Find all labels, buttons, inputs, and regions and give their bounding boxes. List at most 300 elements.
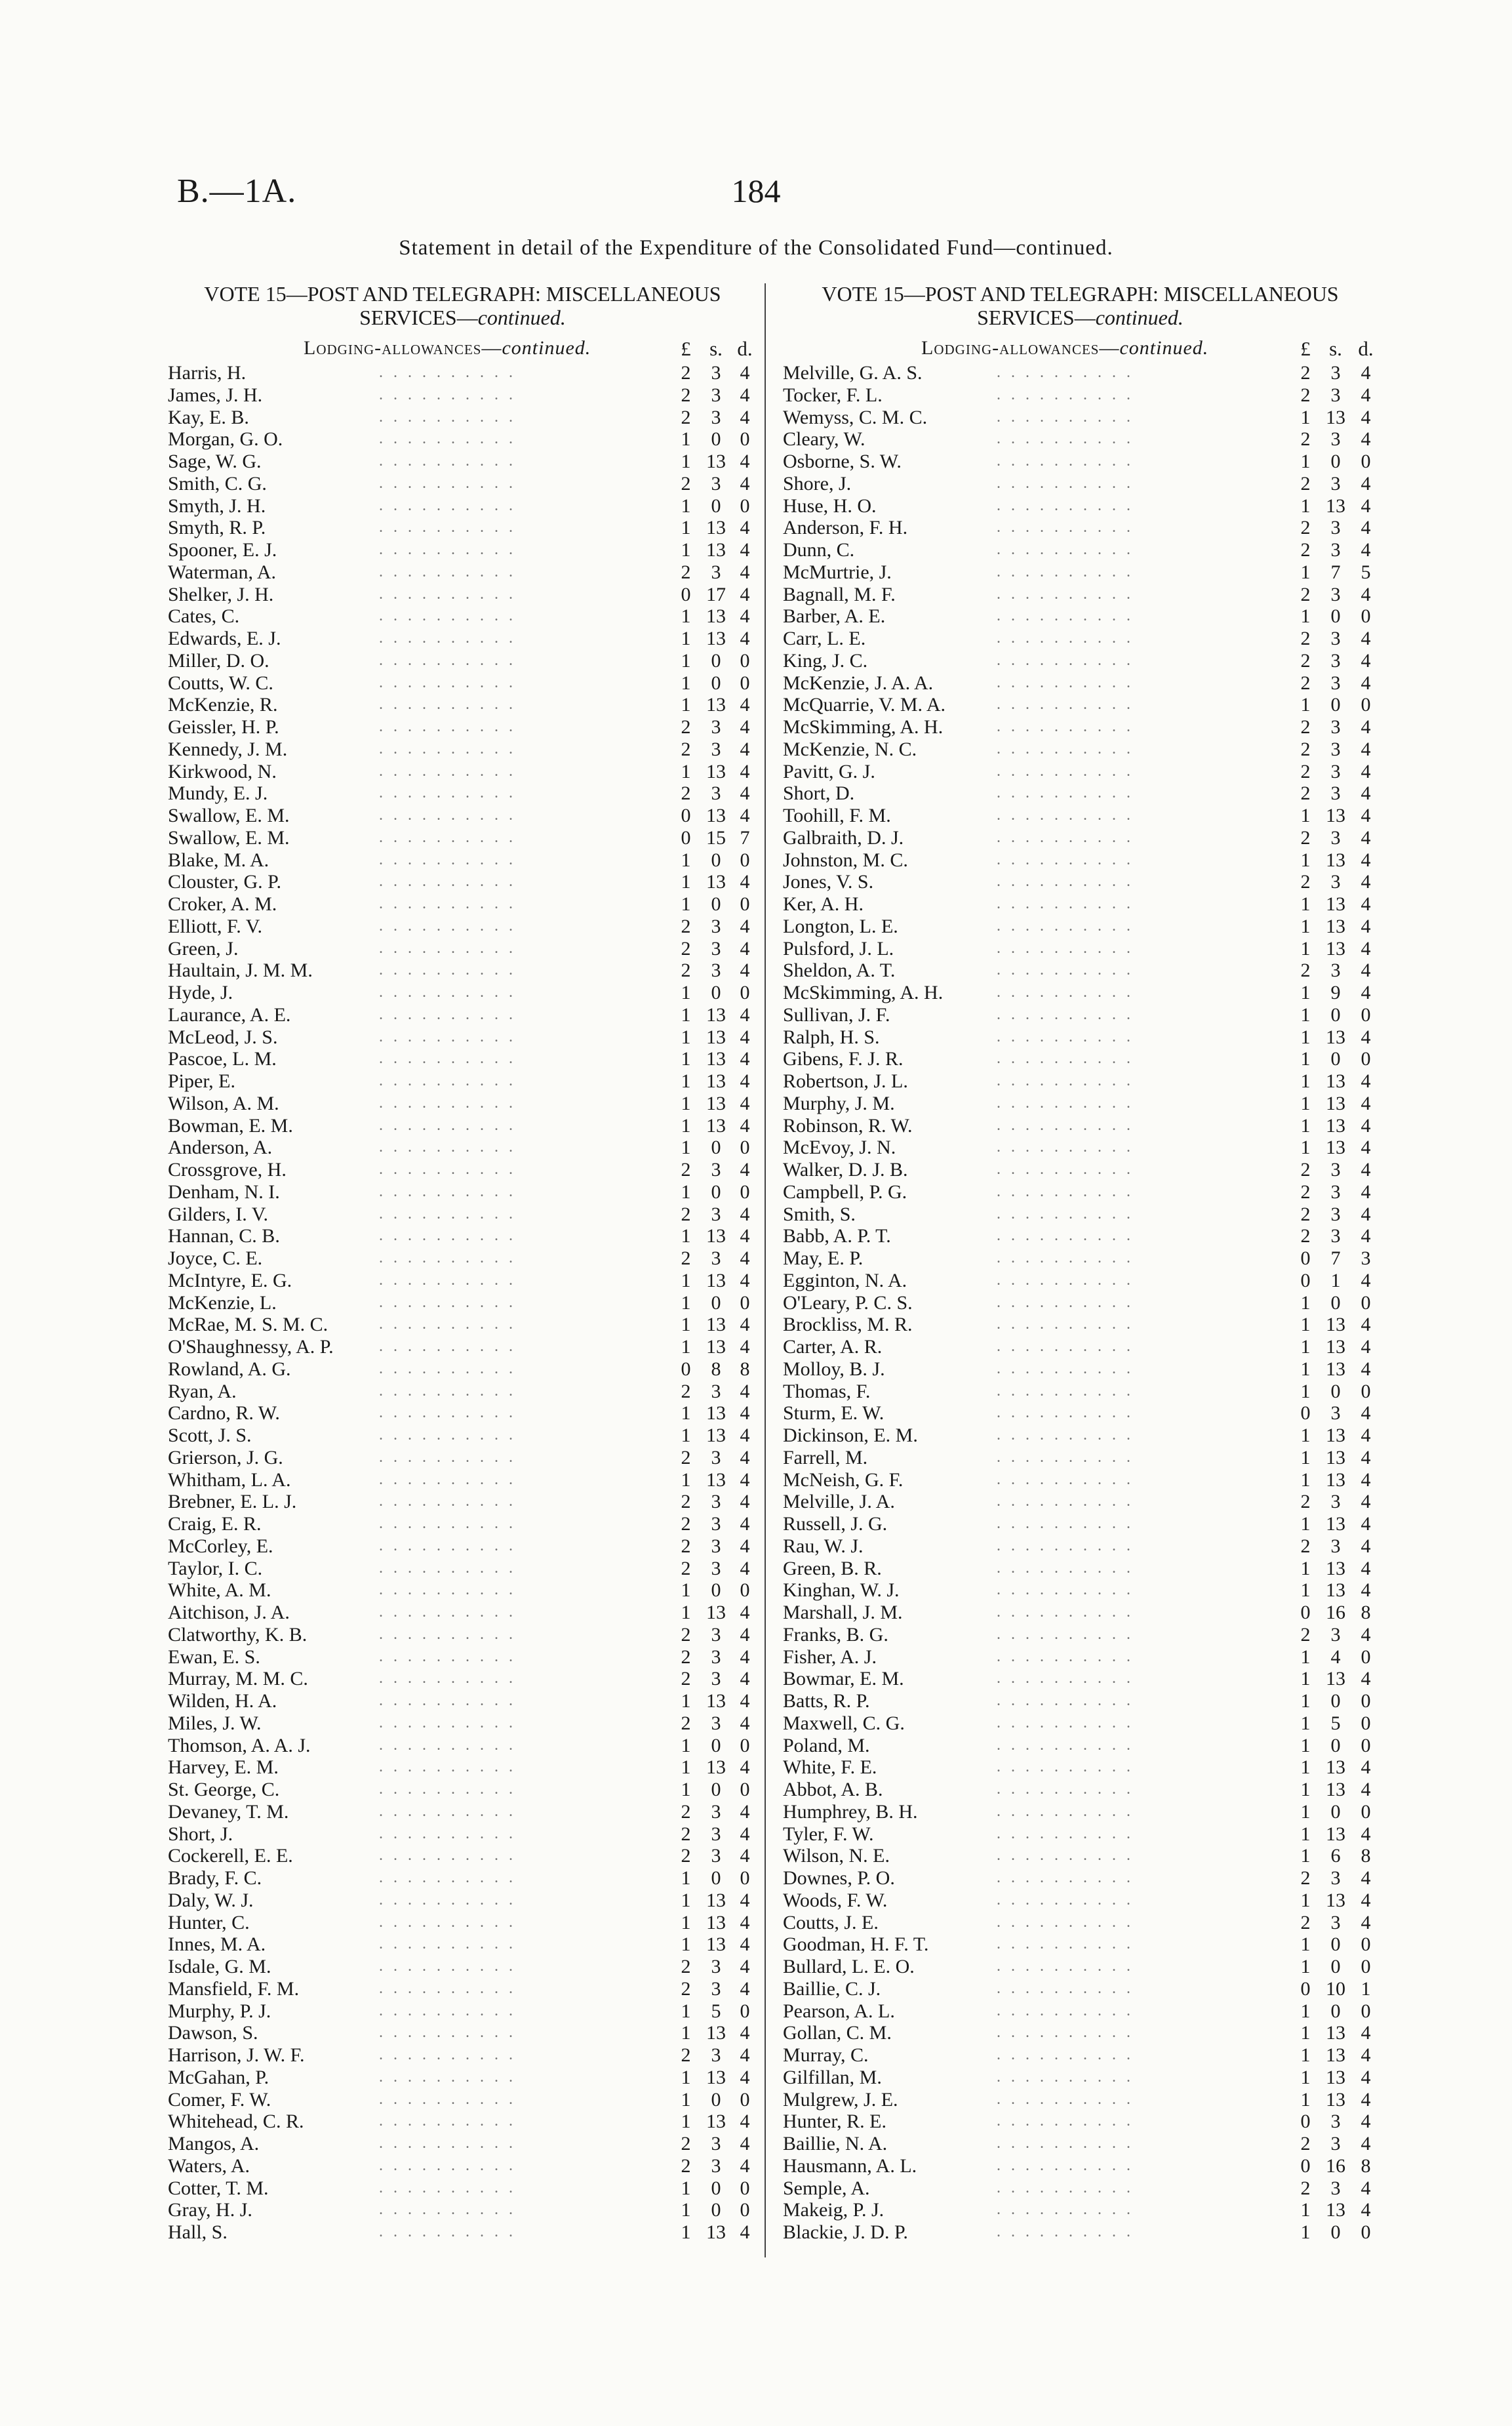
pence-value: 4 xyxy=(1361,915,1371,937)
pounds-value: 2 xyxy=(681,1513,691,1535)
shillings-value: 13 xyxy=(706,605,726,628)
payee-name: Whitehead, C. R. xyxy=(168,2111,304,2133)
payee-name: Waters, A. xyxy=(168,2154,250,2177)
leader-dots: .......... xyxy=(379,430,523,448)
shillings-value: 0 xyxy=(711,672,721,694)
pounds-value: 2 xyxy=(1300,628,1311,649)
table-row xyxy=(156,782,769,805)
table-row xyxy=(774,1048,1387,1070)
payee-name: Mangos, A. xyxy=(168,2133,260,2154)
pounds-value: 2 xyxy=(1300,1225,1311,1247)
shillings-value: 13 xyxy=(706,2022,726,2044)
pence-value: 8 xyxy=(1361,2154,1371,2177)
payee-name: Harrison, J. W. F. xyxy=(168,2044,305,2066)
table-row xyxy=(774,495,1387,517)
pounds-value: 2 xyxy=(1300,672,1311,694)
leader-dots: .......... xyxy=(379,386,523,403)
shillings-value: 13 xyxy=(706,1336,726,1358)
shillings-value: 3 xyxy=(1330,649,1341,672)
shillings-value: 13 xyxy=(1326,495,1345,517)
payee-name: Taylor, I. C. xyxy=(168,1557,263,1579)
shillings-value: 0 xyxy=(1330,1933,1341,1956)
pence-value: 4 xyxy=(740,1491,750,1513)
table-row xyxy=(774,1602,1387,1624)
leader-dots: .......... xyxy=(997,585,1141,603)
shillings-value: 3 xyxy=(711,1159,721,1181)
shillings-value: 15 xyxy=(706,826,726,849)
table-row xyxy=(156,2022,769,2044)
pounds-value: 1 xyxy=(1300,2199,1311,2221)
pence-value: 4 xyxy=(740,1889,750,1911)
table-row xyxy=(156,362,769,384)
leader-dots: .......... xyxy=(997,496,1141,514)
shillings-value: 3 xyxy=(711,1956,721,1977)
leader-dots: .......... xyxy=(997,1692,1141,1709)
leader-dots: .......... xyxy=(997,1227,1141,1245)
shillings-value: 0 xyxy=(711,1137,721,1159)
pounds-value: 1 xyxy=(681,451,691,472)
shillings-value: 3 xyxy=(711,782,721,805)
shillings-value: 6 xyxy=(1330,1845,1341,1867)
leader-dots: .......... xyxy=(379,1448,523,1466)
shillings-value: 3 xyxy=(1330,1203,1341,1225)
pounds-value: 1 xyxy=(681,1889,691,1911)
table-row xyxy=(156,849,769,872)
table-row xyxy=(156,539,769,561)
payee-name: Pavitt, G. J. xyxy=(783,760,875,782)
payee-name: Molloy, B. J. xyxy=(783,1358,885,1380)
table-row xyxy=(774,473,1387,495)
pounds-value: 1 xyxy=(1300,1845,1311,1867)
payee-name: Elliott, F. V. xyxy=(168,915,263,937)
leader-dots: .......... xyxy=(997,784,1141,802)
pence-value: 0 xyxy=(1361,2221,1371,2243)
leader-dots: .......... xyxy=(997,519,1141,536)
table-row xyxy=(156,2000,769,2023)
payee-name: McKenzie, N. C. xyxy=(783,738,917,760)
table-row xyxy=(774,1690,1387,1712)
table-row xyxy=(774,451,1387,473)
shillings-value: 0 xyxy=(1330,451,1341,472)
payee-name: McQuarrie, V. M. A. xyxy=(783,694,946,716)
table-row xyxy=(774,2089,1387,2111)
pounds-value: 1 xyxy=(681,1269,691,1291)
leader-dots: .......... xyxy=(997,740,1141,758)
pounds-value: 1 xyxy=(681,1336,691,1358)
table-row xyxy=(156,2177,769,2200)
payee-name: Semple, A. xyxy=(783,2177,870,2199)
payee-name: Devaney, T. M. xyxy=(168,1800,289,1823)
pence-value: 0 xyxy=(1361,605,1371,628)
shillings-value: 3 xyxy=(1330,760,1341,782)
pence-value: 4 xyxy=(1361,716,1371,738)
payee-name: Osborne, S. W. xyxy=(783,451,902,472)
shillings-value: 3 xyxy=(1330,1491,1341,1513)
shillings-value: 3 xyxy=(1330,1911,1341,1933)
table-row xyxy=(774,1646,1387,1668)
shillings-value: 13 xyxy=(1326,1336,1345,1358)
payee-name: Shelker, J. H. xyxy=(168,583,274,605)
leader-dots: .......... xyxy=(379,1382,523,1400)
table-row xyxy=(774,849,1387,872)
pence-value: 4 xyxy=(1361,1114,1371,1137)
leader-dots: .......... xyxy=(379,585,523,603)
payee-name: McCorley, E. xyxy=(168,1535,273,1557)
pence-value: 8 xyxy=(1361,1602,1371,1623)
payee-name: Galbraith, D. J. xyxy=(783,826,904,849)
payee-name: Ralph, H. S. xyxy=(783,1026,880,1048)
pence-value: 4 xyxy=(1361,1491,1371,1513)
table-row xyxy=(156,938,769,960)
shillings-value: 3 xyxy=(1330,384,1341,406)
table-row xyxy=(156,1402,769,1425)
pounds-value: 1 xyxy=(681,694,691,716)
pounds-value: 2 xyxy=(681,2044,691,2066)
pounds-value: 0 xyxy=(1300,1247,1311,1269)
pounds-value: 1 xyxy=(681,539,691,561)
shillings-value: 16 xyxy=(1326,2154,1345,2177)
pence-value: 4 xyxy=(740,605,750,628)
pounds-value: 1 xyxy=(681,1779,691,1800)
shillings-value: 0 xyxy=(1330,1734,1341,1756)
leader-dots: .......... xyxy=(997,1382,1141,1400)
shillings-value: 3 xyxy=(1330,716,1341,738)
shillings-value: 13 xyxy=(1326,2088,1345,2111)
shillings-value: 0 xyxy=(711,893,721,915)
shillings-value: 0 xyxy=(711,982,721,1003)
shillings-value: 13 xyxy=(706,1026,726,1048)
leader-dots: .......... xyxy=(379,1891,523,1909)
pounds-value: 2 xyxy=(681,782,691,805)
table-row xyxy=(774,761,1387,783)
vote-heading-continued: continued. xyxy=(1095,306,1184,329)
payee-name: Brady, F. C. xyxy=(168,1867,262,1889)
pence-value: 4 xyxy=(1361,1468,1371,1491)
payee-name: Hunter, C. xyxy=(168,1911,250,1933)
pounds-value: 1 xyxy=(681,1070,691,1092)
pence-value: 4 xyxy=(1361,384,1371,406)
shillings-value: 16 xyxy=(1326,1602,1345,1623)
pence-value: 4 xyxy=(740,1380,750,1402)
payee-name: Geissler, H. P. xyxy=(168,716,279,738)
pounds-value: 1 xyxy=(681,893,691,915)
shillings-value: 13 xyxy=(706,1225,726,1247)
payee-name: Downes, P. O. xyxy=(783,1867,895,1889)
shillings-value: 3 xyxy=(711,406,721,428)
payee-name: Baillie, C. J. xyxy=(783,1977,881,2000)
shillings-value: 3 xyxy=(711,915,721,937)
pence-value: 4 xyxy=(740,1602,750,1623)
pence-value: 0 xyxy=(740,1779,750,1800)
pence-value: 7 xyxy=(740,826,750,849)
shillings-value: 3 xyxy=(1330,1402,1341,1425)
payee-name: Joyce, C. E. xyxy=(168,1247,263,1269)
payee-name: Aitchison, J. A. xyxy=(168,1602,290,1623)
table-row xyxy=(774,738,1387,761)
shillings-value: 13 xyxy=(706,2111,726,2133)
table-row xyxy=(774,1779,1387,1801)
leader-dots: .......... xyxy=(997,1869,1141,1886)
pounds-value: 1 xyxy=(681,1867,691,1889)
table-row xyxy=(156,672,769,695)
leader-dots: .......... xyxy=(997,1847,1141,1865)
shillings-value: 13 xyxy=(706,2066,726,2088)
payee-name: Coutts, W. C. xyxy=(168,672,273,694)
leader-dots: .......... xyxy=(379,1581,523,1599)
leader-dots: .......... xyxy=(379,1493,523,1510)
payee-name: Barber, A. E. xyxy=(783,605,886,628)
payee-name: Mulgrew, J. E. xyxy=(783,2088,898,2111)
leader-dots: .......... xyxy=(379,1072,523,1089)
pence-value: 4 xyxy=(740,451,750,472)
shillings-value: 0 xyxy=(1330,1048,1341,1070)
pence-value: 4 xyxy=(1361,849,1371,871)
pence-value: 4 xyxy=(740,1712,750,1734)
vote-heading xyxy=(774,282,1387,329)
shillings-value: 13 xyxy=(706,1114,726,1137)
pounds-value: 2 xyxy=(681,716,691,738)
pounds-value: 2 xyxy=(681,1623,691,1646)
shillings-value: 13 xyxy=(1326,1446,1345,1468)
payee-name: Kennedy, J. M. xyxy=(168,738,288,760)
pence-value: 4 xyxy=(1361,1092,1371,1114)
payee-name: Wilden, H. A. xyxy=(168,1690,277,1712)
pence-value: 4 xyxy=(740,1336,750,1358)
table-row xyxy=(774,584,1387,606)
table-row xyxy=(156,650,769,672)
table-row xyxy=(774,782,1387,805)
payee-name: Gilfillan, M. xyxy=(783,2066,882,2088)
shillings-value: 3 xyxy=(1330,1535,1341,1557)
pounds-value: 2 xyxy=(681,406,691,428)
pence-value: 0 xyxy=(1361,1956,1371,1977)
pence-value: 4 xyxy=(1361,1225,1371,1247)
shillings-value: 13 xyxy=(1326,1668,1345,1690)
leader-dots: .......... xyxy=(379,784,523,802)
shillings-value: 0 xyxy=(711,2177,721,2199)
pence-value: 4 xyxy=(740,2044,750,2066)
shillings-value: 3 xyxy=(1330,628,1341,649)
shillings-value: 3 xyxy=(711,384,721,406)
leader-dots: .......... xyxy=(997,1537,1141,1554)
leader-dots: .......... xyxy=(997,474,1141,492)
leader-dots: .......... xyxy=(997,1581,1141,1599)
leader-dots: .......... xyxy=(997,1338,1141,1355)
pence-value: 4 xyxy=(1361,1668,1371,1690)
table-row xyxy=(774,2155,1387,2177)
table-row xyxy=(156,1093,769,1115)
pounds-value: 1 xyxy=(681,2022,691,2044)
pence-value: 0 xyxy=(740,649,750,672)
pounds-value: 2 xyxy=(1300,782,1311,805)
pence-value: 4 xyxy=(1361,649,1371,672)
shillings-value: 13 xyxy=(706,1468,726,1491)
leader-dots: .......... xyxy=(379,1979,523,1997)
payee-name: Wilson, N. E. xyxy=(783,1845,890,1867)
payee-name: Harris, H. xyxy=(168,362,247,384)
payee-name: Tocker, F. L. xyxy=(783,384,883,406)
table-row xyxy=(774,1558,1387,1580)
shillings-value: 13 xyxy=(706,2221,726,2243)
table-row xyxy=(156,1646,769,1668)
pounds-value: 1 xyxy=(681,1314,691,1336)
leader-dots: .......... xyxy=(997,2046,1141,2063)
pence-value: 4 xyxy=(1361,362,1371,384)
table-row xyxy=(156,1336,769,1358)
pounds-value: 1 xyxy=(681,649,691,672)
payee-name: Swallow, E. M. xyxy=(168,826,290,849)
pence-value: 4 xyxy=(740,2111,750,2133)
payee-name: White, F. E. xyxy=(783,1756,877,1779)
pence-value: 0 xyxy=(740,495,750,517)
pounds-value: 0 xyxy=(681,805,691,826)
table-row xyxy=(774,893,1387,916)
leader-dots: .......... xyxy=(379,2090,523,2108)
table-row xyxy=(774,1314,1387,1336)
leader-dots: .......... xyxy=(379,939,523,957)
pounds-value: 2 xyxy=(681,1800,691,1823)
leader-dots: .......... xyxy=(997,2135,1141,2152)
shillings-value: 13 xyxy=(1326,2022,1345,2044)
payee-name: McRae, M. S. M. C. xyxy=(168,1314,328,1336)
leader-dots: .......... xyxy=(379,1714,523,1731)
payee-name: Gibens, F. J. R. xyxy=(783,1048,904,1070)
pence-value: 4 xyxy=(1361,1137,1371,1159)
pence-value: 0 xyxy=(1361,694,1371,716)
table-row xyxy=(156,628,769,650)
pounds-value: 1 xyxy=(1300,2044,1311,2066)
pence-value: 4 xyxy=(740,406,750,428)
pounds-value: 0 xyxy=(681,1358,691,1380)
shillings-value: 5 xyxy=(711,2000,721,2022)
table-row xyxy=(774,1358,1387,1381)
table-row xyxy=(774,1956,1387,1978)
payee-name: Babb, A. P. T. xyxy=(783,1225,891,1247)
pence-value: 0 xyxy=(1361,1734,1371,1756)
section-header xyxy=(156,332,769,362)
payee-name: Pulsford, J. L. xyxy=(783,937,894,960)
leader-dots: .......... xyxy=(379,2223,523,2240)
pounds-value: 2 xyxy=(681,1668,691,1690)
table-row xyxy=(156,2221,769,2244)
payee-name: Pearson, A. L. xyxy=(783,2000,895,2022)
shillings-value: 3 xyxy=(1330,583,1341,605)
pence-value: 0 xyxy=(1361,1380,1371,1402)
leader-dots: .......... xyxy=(379,1116,523,1134)
pence-value: 0 xyxy=(740,1181,750,1203)
shillings-value: 3 xyxy=(711,1845,721,1867)
statement-title: Statement in detail of the Expenditure of the Consolidated Fund—continued. xyxy=(399,236,1113,260)
pence-value: 0 xyxy=(1361,1712,1371,1734)
shillings-value: 13 xyxy=(1326,1026,1345,1048)
leader-dots: .......... xyxy=(379,961,523,979)
table-row xyxy=(156,605,769,628)
payee-name: Goodman, H. F. T. xyxy=(783,1933,929,1956)
leader-dots: .......... xyxy=(379,630,523,647)
table-row xyxy=(774,716,1387,738)
table-row xyxy=(774,1579,1387,1602)
leader-dots: .......... xyxy=(997,807,1141,824)
pounds-value: 1 xyxy=(1300,1668,1311,1690)
pence-value: 4 xyxy=(740,1269,750,1291)
pence-value: 4 xyxy=(1361,1358,1371,1380)
leader-dots: .......... xyxy=(997,1979,1141,1997)
table-row xyxy=(156,1558,769,1580)
payee-name: Denham, N. I. xyxy=(168,1181,280,1203)
table-row xyxy=(774,1867,1387,1890)
payee-name: St. George, C. xyxy=(168,1779,280,1800)
pounds-value: 2 xyxy=(1300,517,1311,539)
pence-value: 4 xyxy=(740,937,750,960)
payee-name: Woods, F. W. xyxy=(783,1889,888,1911)
pounds-value: 1 xyxy=(681,1933,691,1956)
payee-name: Mansfield, F. M. xyxy=(168,1977,300,2000)
payee-name: McSkimming, A. H. xyxy=(783,716,944,738)
payee-name: Jones, V. S. xyxy=(783,871,874,893)
payee-name: Farrell, M. xyxy=(783,1446,868,1468)
leader-dots: .......... xyxy=(997,1205,1141,1223)
leader-dots: .......... xyxy=(997,1426,1141,1444)
table-row xyxy=(774,1469,1387,1491)
pounds-value: 2 xyxy=(1300,1203,1311,1225)
pounds-value: 2 xyxy=(1300,760,1311,782)
table-row xyxy=(774,1026,1387,1049)
pounds-value: 1 xyxy=(1300,2221,1311,2243)
payee-name: Scott, J. S. xyxy=(168,1425,252,1446)
pence-value: 4 xyxy=(740,1402,750,1425)
shillings-value: 0 xyxy=(711,649,721,672)
pence-value: 4 xyxy=(740,1114,750,1137)
shillings-value: 13 xyxy=(706,1889,726,1911)
shillings-value: 3 xyxy=(711,1823,721,1845)
table-row xyxy=(156,2133,769,2155)
table-row xyxy=(156,1358,769,1381)
pence-value: 0 xyxy=(1361,1933,1371,1956)
table-row xyxy=(156,1624,769,1646)
payee-name: Dawson, S. xyxy=(168,2022,258,2044)
pence-value: 4 xyxy=(740,805,750,826)
payee-name: Morgan, G. O. xyxy=(168,428,283,451)
shillings-value: 0 xyxy=(1330,1003,1341,1026)
pounds-value: 1 xyxy=(681,1225,691,1247)
pence-value: 8 xyxy=(1361,1845,1371,1867)
leader-dots: .......... xyxy=(379,984,523,1001)
leader-dots: .......... xyxy=(997,1360,1141,1377)
leader-dots: .......... xyxy=(997,1559,1141,1577)
section-label-continued: continued. xyxy=(1119,337,1209,359)
table-row xyxy=(156,1425,769,1447)
shillings-value: 0 xyxy=(1330,694,1341,716)
pounds-value: 1 xyxy=(1300,1646,1311,1668)
shillings-value: 3 xyxy=(711,1491,721,1513)
payee-name: Carter, A. R. xyxy=(783,1336,883,1358)
payee-name: Bagnall, M. F. xyxy=(783,583,896,605)
leader-dots: .......... xyxy=(379,1249,523,1266)
shillings-header: s. xyxy=(709,337,723,360)
leader-dots: .......... xyxy=(997,828,1141,846)
shillings-value: 13 xyxy=(706,694,726,716)
payee-name: Shore, J. xyxy=(783,472,852,495)
pence-value: 4 xyxy=(1361,1203,1371,1225)
shillings-value: 13 xyxy=(1326,1513,1345,1535)
shillings-value: 13 xyxy=(1326,849,1345,871)
pounds-value: 1 xyxy=(1300,1446,1311,1468)
shillings-value: 3 xyxy=(1330,1225,1341,1247)
table-row xyxy=(774,1402,1387,1425)
shillings-value: 3 xyxy=(711,362,721,384)
payee-name: McKenzie, R. xyxy=(168,694,278,716)
pence-value: 4 xyxy=(740,1513,750,1535)
